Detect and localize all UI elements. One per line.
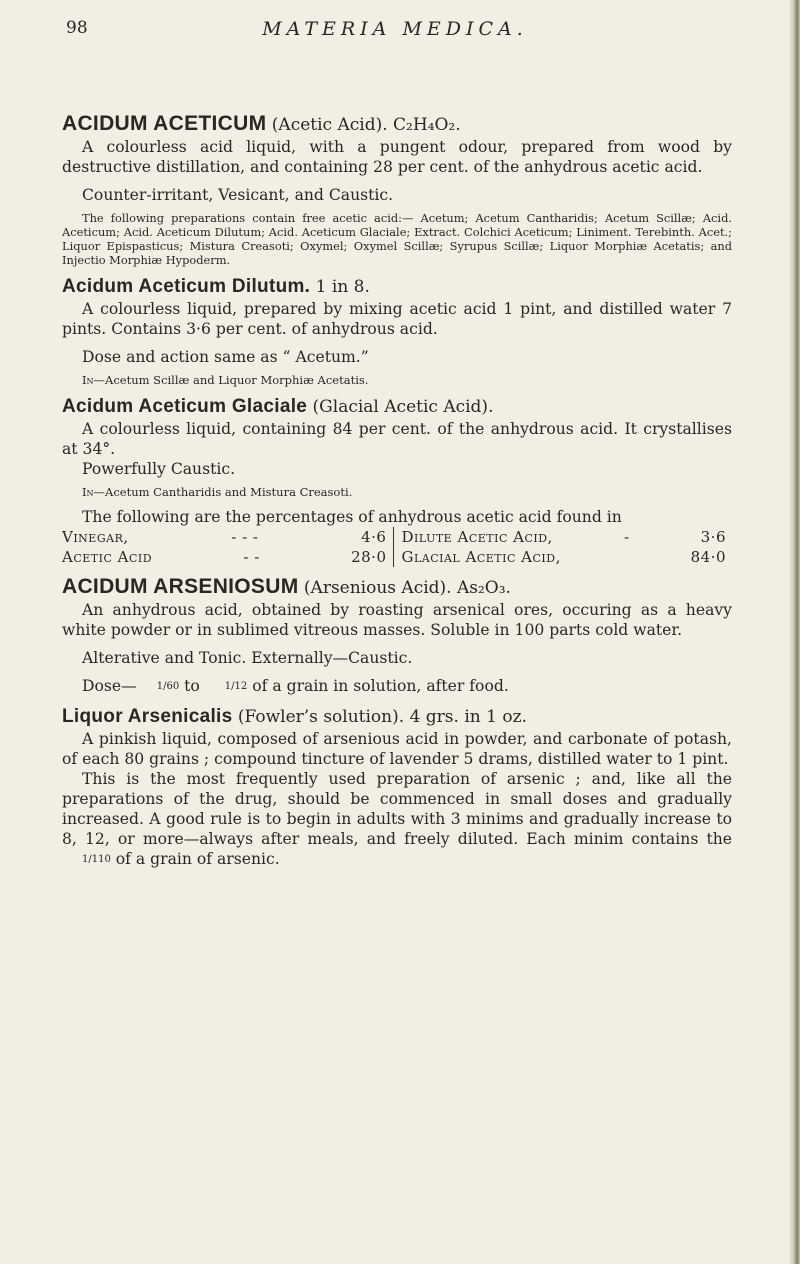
english-name: (Acetic Acid). [271,115,388,135]
english-name: (Arsenious Acid). [303,578,452,598]
page-content [62,112,732,870]
leader-dashes: - [623,528,630,546]
entry-action: Counter-irritant, Vesicant, and Caustic. [82,186,394,204]
percentages-right-column [393,527,733,567]
preparations-list: The following preparations contain free acetic acid:— Acetum; Acetum Cantharidis; Acetum Scillæ; Acid. Aceticum; Acid. Aceticum Dilutum; Acid. Aceticum Glaciale; Extract. Colchici Aceticum; Liniment. Terebinth. Acet.; Liquor Epispasticus; Mistura Creasoti; Oxymel; Oxymel Scillæ; Syrupus Scillæ; Liquor Morphiæ Acetatis; and Injectio Morphiæ Hypoderm. [62,211,732,267]
in-label: In [82,485,94,499]
in-text: —Acetum Scillæ and Liquor Morphiæ Acetatis. [93,373,369,387]
page-number: 98 [66,18,88,38]
entry-action: Alterative and Tonic. Externally—Caustic. [82,649,413,667]
english-name: (Fowler’s solution). [237,707,405,727]
entry-heading-acidum-arseniosum [62,575,732,600]
headword: Acidum Aceticum Dilutum. [62,276,311,297]
running-head [0,18,790,48]
chemical-formula: C₂H₄O₂. [393,115,461,135]
dose-from-fraction: 1/60 [156,681,180,692]
headword: ACIDUM ARSENIOSUM [62,575,299,598]
percentage-value: 4·6 [361,528,387,546]
contained-in [62,485,732,499]
preparation-name: Vinegar, [62,528,129,546]
entry-action: Powerfully Caustic. [82,460,236,478]
entry-dose: Dose and action same as “ Acetum.” [82,348,369,366]
dose-suffix: of a grain in solution, after food. [252,677,509,695]
dose-prefix: Dose— [82,677,137,695]
entry-heading-acidum-aceticum [62,112,732,137]
preparation-name: Dilute Acetic Acid, [401,528,553,546]
entry-description: A colourless acid liquid, with a pungent odour, prepared from wood by destructive distillation, and containing 28 per cent. of the anhydrous acetic acid. [62,138,732,176]
entry-description: A colourless liquid, prepared by mixing acetic acid 1 pint, and distilled water 7 pints. Contains 3·6 per cent. of anhydrous acid. [62,300,732,338]
percentage-value: 28·0 [351,548,387,566]
headword: ACIDUM ACETICUM [62,112,267,135]
running-title: MATERIA MEDICA. [262,18,528,40]
notes-text-end: of a grain of arsenic. [115,850,280,868]
english-name: (Glacial Acetic Acid). [312,397,494,417]
entry-description: A pinkish liquid, composed of arsenious acid in powder, and carbonate of potash, of each 80 grains ; compound tincture of lavender 5 drams, distilled water to 1 pint. [62,730,732,768]
entry-dose [62,676,732,697]
dose-to-word: to [184,677,200,695]
percentage-row [62,527,387,547]
in-text: —Acetum Cantharidis and Mistura Creasoti. [93,485,353,499]
entry-notes [62,769,732,870]
percentage-row [402,547,727,567]
percentage-value: 3·6 [700,528,726,546]
percentages-left-column [62,527,393,567]
entry-heading-liquor-arsenicalis [62,705,732,729]
entry-heading-acidum-aceticum-glaciale [62,395,732,419]
strength: 1 in 8. [315,277,370,297]
preparation-name: Glacial Acetic Acid, [401,548,561,566]
leader-dashes: - - - [231,528,259,546]
page-edge [790,0,800,1264]
headword: Liquor Arsenicalis [62,706,233,727]
notes-fraction: 1/110 [82,854,111,865]
entry-description: An anhydrous acid, obtained by roasting arsenical ores, occuring as a heavy white powder or in sublimed vitreous masses. Soluble in 100 parts cold water. [62,601,732,639]
notes-text: This is the most frequently used preparation of arsenic ; and, like all the preparations of the drug, should be commenced in small doses and gradually increased. A good rule is to begin in adults with 3 minims and gradually increase to 8, 12, or more—always after meals, and freely diluted. Each minim contains the [62,770,732,848]
percentages-table [62,527,732,567]
headword: Acidum Aceticum Glaciale [62,396,308,417]
entry-description: A colourless liquid, containing 84 per cent. of the anhydrous acid. It crystallises at 34°. [62,420,732,458]
dose-to-fraction: 1/12 [224,681,248,692]
chemical-formula: As₂O₃. [456,578,511,598]
in-label: In [82,373,94,387]
percentage-value: 84·0 [690,548,726,566]
contained-in [62,373,732,387]
percentage-row [402,527,727,547]
entry-heading-acidum-aceticum-dilutum [62,275,732,299]
leader-dashes: - - [243,548,260,566]
percentages-intro: The following are the percentages of anhydrous acetic acid found in [82,508,622,526]
strength: 4 grs. in 1 oz. [409,707,527,727]
percentage-row [62,547,387,567]
preparation-name: Acetic Acid [62,548,153,566]
